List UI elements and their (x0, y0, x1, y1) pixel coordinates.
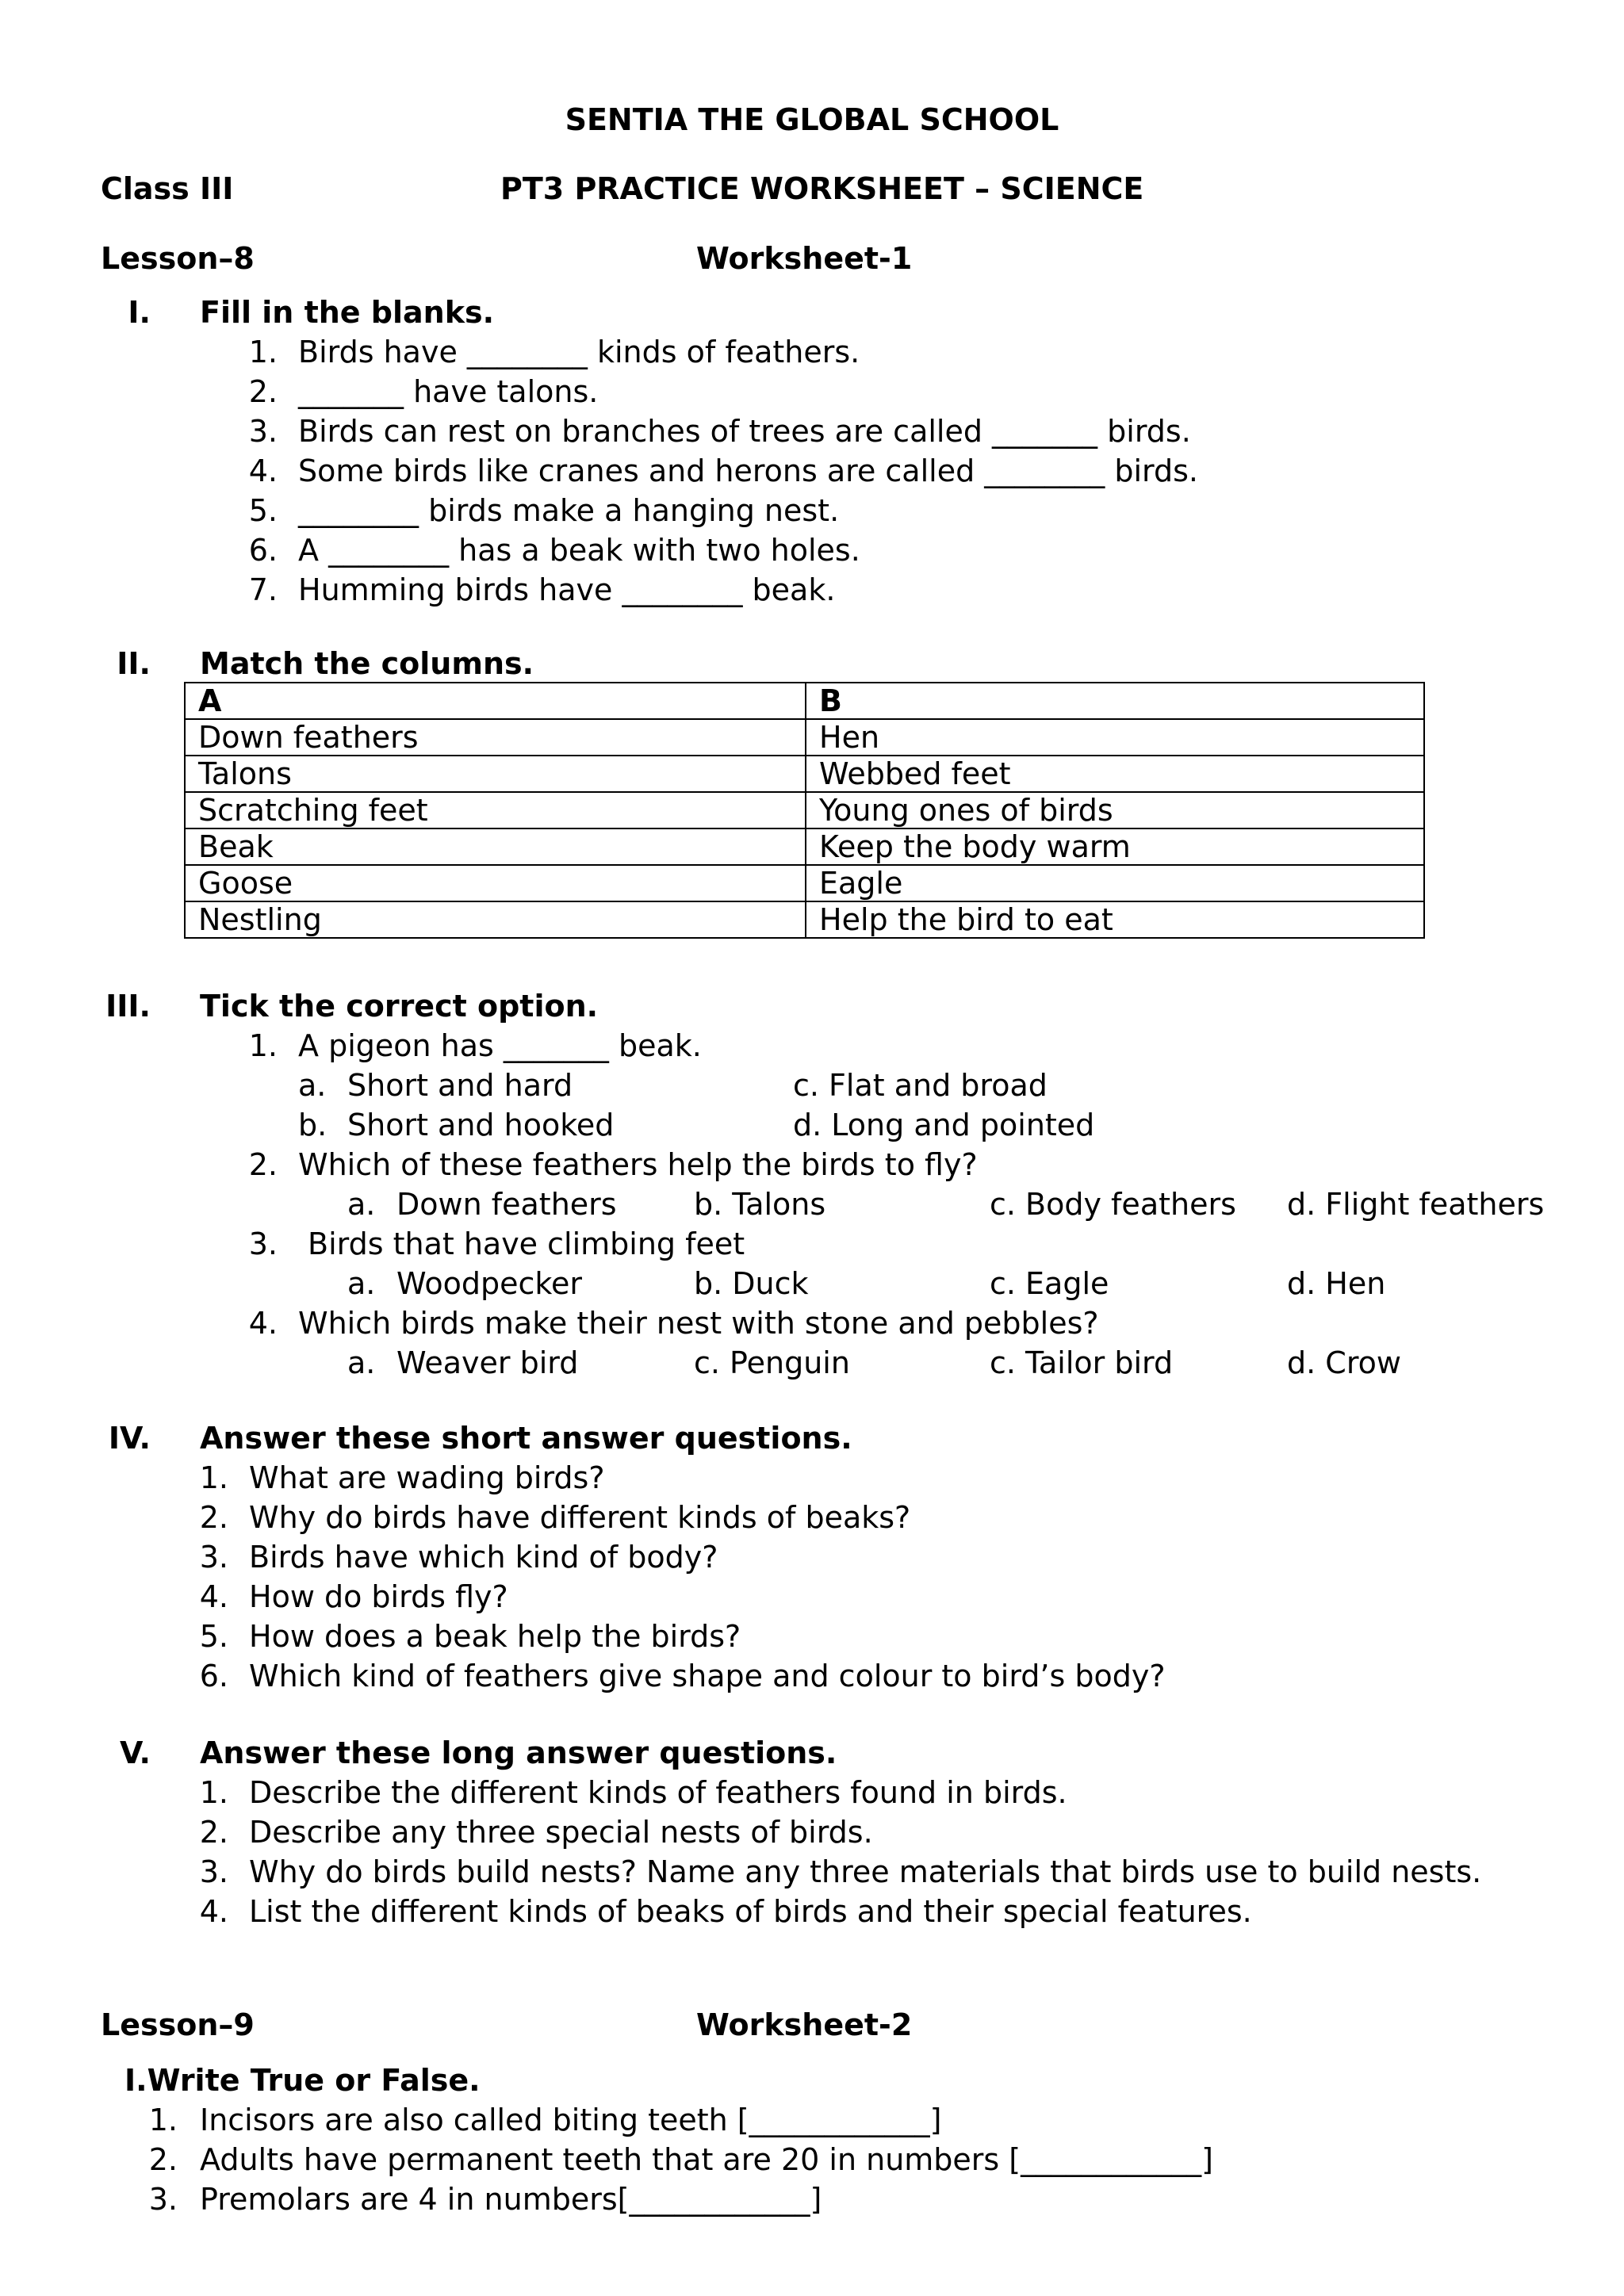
section-numeral: IV. (108, 1421, 151, 1456)
class-label: Class III (101, 171, 234, 206)
option[interactable]: d. Crow (1287, 1345, 1401, 1380)
school-name: SENTIA THE GLOBAL SCHOOL (565, 102, 1059, 137)
table-row (185, 828, 1424, 865)
section-heading: Fill in the blanks. (200, 295, 495, 330)
list-item: Describe the different kinds of feathers found in birds. (249, 1775, 1067, 1810)
option[interactable]: Short and hard (347, 1068, 573, 1103)
question-text: Which birds make their nest with stone and pebbles? (298, 1306, 1099, 1341)
option[interactable]: d. Hen (1287, 1266, 1386, 1301)
table-cell: Nestling (185, 901, 806, 938)
option-letter: a. (347, 1266, 376, 1301)
table-cell: Down feathers (185, 719, 806, 756)
item-number: 4. (199, 1579, 228, 1614)
table-row (185, 756, 1424, 792)
section-heading: Match the columns. (200, 646, 534, 681)
table-row (185, 865, 1424, 901)
list-item: List the different kinds of beaks of birds and their special features. (249, 1894, 1252, 1929)
list-item: Birds can rest on branches of trees are called _______ birds. (298, 414, 1191, 449)
section-numeral: III. (105, 989, 151, 1024)
item-number: 1. (248, 335, 278, 369)
list-item: Which kind of feathers give shape and colour to bird’s body? (249, 1659, 1166, 1693)
section-numeral: II. (117, 646, 151, 681)
item-number: 3. (248, 414, 278, 449)
item-number: 2. (199, 1815, 228, 1850)
table-cell: Young ones of birds (806, 792, 1424, 828)
option[interactable]: Weaver bird (396, 1345, 579, 1380)
table-cell: Hen (806, 719, 1424, 756)
question-text: Which of these feathers help the birds to fly? (298, 1147, 978, 1182)
option[interactable]: c. Flat and broad (793, 1068, 1048, 1103)
table-row (185, 901, 1424, 938)
item-number: 2. (248, 1147, 278, 1182)
item-number: 7. (248, 572, 278, 607)
item-number: 4. (248, 453, 278, 488)
item-number: 4. (199, 1894, 228, 1929)
lesson-8-label: Lesson–8 (101, 241, 255, 276)
option-letter: a. (347, 1345, 376, 1380)
section-numeral: V. (120, 1735, 151, 1770)
item-number: 2. (248, 374, 278, 409)
item-number: 3. (148, 2182, 178, 2217)
item-number: 1. (199, 1775, 228, 1810)
list-item: A ________ has a beak with two holes. (298, 533, 860, 568)
option[interactable]: c. Eagle (990, 1266, 1109, 1301)
item-number: 3. (199, 1854, 228, 1889)
item-number: 2. (199, 1500, 228, 1535)
item-number: 1. (148, 2103, 178, 2137)
option-letter: b. (298, 1108, 327, 1142)
item-number: 1. (199, 1460, 228, 1495)
option[interactable]: Woodpecker (396, 1266, 583, 1301)
list-item: ________ birds make a hanging nest. (298, 493, 840, 528)
option[interactable]: c. Body feathers (990, 1187, 1236, 1222)
section-heading: Tick the correct option. (200, 989, 599, 1024)
list-item: Humming birds have ________ beak. (298, 572, 836, 607)
list-item: How does a beak help the birds? (249, 1619, 741, 1654)
list-item: Describe any three special nests of birds. (249, 1815, 873, 1850)
option[interactable]: b. Talons (694, 1187, 826, 1222)
item-number: 6. (199, 1659, 228, 1693)
table-cell: Scratching feet (185, 792, 806, 828)
option[interactable]: c. Tailor bird (990, 1345, 1174, 1380)
table-cell: Help the bird to eat (806, 901, 1424, 938)
item-number: 1. (248, 1028, 278, 1063)
question-text: Birds that have climbing feet (308, 1226, 745, 1261)
worksheet-2-label: Worksheet-2 (696, 2007, 913, 2042)
option[interactable]: Down feathers (396, 1187, 617, 1222)
section-numeral: I. (128, 295, 151, 330)
item-number: 2. (148, 2142, 178, 2177)
list-item: Why do birds build nests? Name any three materials that birds use to build nests. (249, 1854, 1482, 1889)
item-number: 3. (199, 1540, 228, 1575)
list-item: How do birds fly? (249, 1579, 508, 1614)
option[interactable]: c. Penguin (694, 1345, 850, 1380)
question-text: A pigeon has _______ beak. (298, 1028, 702, 1063)
table-cell: Keep the body warm (806, 828, 1424, 865)
item-number: 4. (248, 1306, 278, 1341)
table-row (185, 719, 1424, 756)
item-number: 6. (248, 533, 278, 568)
option[interactable]: Short and hooked (347, 1108, 615, 1142)
option-letter: a. (347, 1187, 376, 1222)
list-item: Premolars are 4 in numbers[____________] (200, 2182, 822, 2217)
item-number: 5. (199, 1619, 228, 1654)
table-cell: Talons (185, 756, 806, 792)
list-item: Incisors are also called biting teeth [____________] (200, 2103, 942, 2137)
option[interactable]: d. Flight feathers (1287, 1187, 1545, 1222)
list-item: Why do birds have different kinds of beaks? (249, 1500, 911, 1535)
lesson-9-label: Lesson–9 (101, 2007, 255, 2042)
item-number: 3. (248, 1226, 278, 1261)
option-letter: a. (298, 1068, 327, 1103)
table-cell: Beak (185, 828, 806, 865)
worksheet-title: PT3 PRACTICE WORKSHEET – SCIENCE (500, 171, 1144, 206)
option[interactable]: b. Duck (694, 1266, 809, 1301)
list-item: What are wading birds? (249, 1460, 605, 1495)
section-heading: Answer these long answer questions. (200, 1735, 837, 1770)
section-heading: I.Write True or False. (124, 2063, 481, 2098)
option[interactable]: d. Long and pointed (793, 1108, 1095, 1142)
list-item: Some birds like cranes and herons are called ________ birds. (298, 453, 1198, 488)
match-table (184, 682, 1425, 939)
section-heading: Answer these short answer questions. (200, 1421, 852, 1456)
list-item: Birds have which kind of body? (249, 1540, 718, 1575)
column-a-header: A (185, 683, 806, 719)
list-item: _______ have talons. (298, 374, 599, 409)
table-cell: Webbed feet (806, 756, 1424, 792)
table-cell: Goose (185, 865, 806, 901)
table-cell: Eagle (806, 865, 1424, 901)
item-number: 5. (248, 493, 278, 528)
column-b-header: B (806, 683, 1424, 719)
table-row (185, 792, 1424, 828)
list-item: Birds have ________ kinds of feathers. (298, 335, 860, 369)
worksheet-1-label: Worksheet-1 (696, 241, 913, 276)
list-item: Adults have permanent teeth that are 20 in numbers [____________] (200, 2142, 1213, 2177)
table-header-row (185, 683, 1424, 719)
